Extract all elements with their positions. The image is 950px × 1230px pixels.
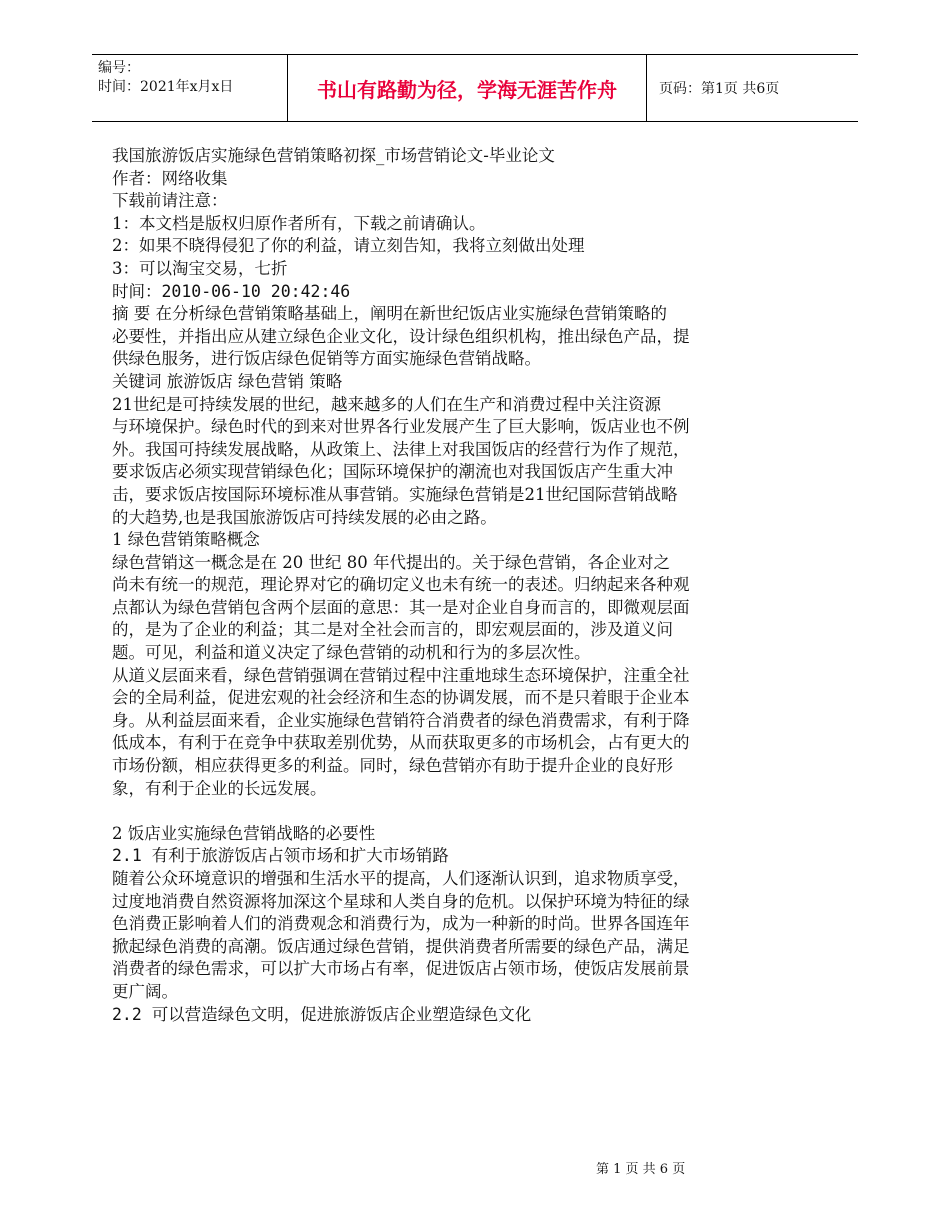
- text-line: [112, 800, 772, 823]
- text-line: 作者：网络收集: [112, 168, 228, 188]
- text-line: 21世纪是可持续发展的世纪，越来越多的人们在生产和消费过程中关注资源: [112, 394, 661, 414]
- page-footer: 第 1 页 共 6 页: [596, 1162, 686, 1177]
- text-line: 题。可见，利益和道义决定了绿色营销的动机和行为的多层次性。: [112, 643, 591, 663]
- header-motto-cell: [287, 55, 647, 121]
- text-line: 掀起绿色消费的高潮。饭店通过绿色营销，提供消费者所需要的绿色产品，满足: [112, 936, 690, 956]
- header-page-info: 页码：第1页 共6页: [659, 81, 780, 97]
- text-line: 过度地消费自然资源将加深这个星球和人类自身的危机。以保护环境为特征的绿: [112, 891, 690, 911]
- text-line: 1：本文档是版权归原作者所有，下载之前请确认。: [112, 213, 486, 233]
- page-header: [92, 54, 858, 122]
- text-line: 身。从利益层面来看，企业实施绿色营销符合消费者的绿色消费需求，有利于降: [112, 710, 690, 730]
- text-line: 外。我国可持续发展战略，从政策上、法律上对我国饭店的经营行为作了规范，: [112, 439, 690, 459]
- text-line: 与环境保护。绿色时代的到来对世界各行业发展产生了巨大影响，饭店业也不例: [112, 417, 690, 437]
- text-line: 我国旅游饭店实施绿色营销策略初探_市场营销论文-毕业论文: [112, 146, 555, 165]
- text-line: 的大趋势,也是我国旅游饭店可持续发展的必由之路。: [112, 507, 497, 527]
- text-line: 关键词 旅游饭店 绿色营销 策略: [112, 371, 343, 391]
- text-line: 色消费正影响着人们的消费观念和消费行为，成为一种新的时尚。世界各国连年: [112, 914, 690, 934]
- text-line: 从道义层面来看，绿色营销强调在营销过程中注重地球生态环境保护，注重全社: [112, 665, 690, 685]
- document-number-label: 编号：: [98, 60, 140, 76]
- text-line: 点都认为绿色营销包含两个层面的意思：其一是对企业自身而言的，即微观层面: [112, 597, 690, 617]
- text-line: 低成本，有利于在竞争中获取差别优势，从而获取更多的市场机会，占有更大的: [112, 733, 690, 753]
- text-line: 随着公众环境意识的增强和生活水平的提高，人们逐渐认识到，追求物质享受，: [112, 869, 690, 888]
- text-line: 击，要求饭店按国际环境标准从事营销。实施绿色营销是21世纪国际营销战略: [112, 484, 678, 504]
- text-line: 2：如果不晓得侵犯了你的利益，请立刻告知，我将立刻做出处理: [112, 236, 585, 256]
- text-line: 2.2 可以营造绿色文明，促进旅游饭店企业塑造绿色文化: [112, 1004, 532, 1024]
- document-time-label: 时间：2021年x月x日: [98, 79, 234, 95]
- text-line: 时间：2010-06-10 20:42:46: [112, 281, 351, 301]
- text-line: 要求饭店必须实现营销绿色化；国际环境保护的潮流也对我国饭店产生重大冲: [112, 462, 673, 482]
- text-line: 下载前请注意：: [112, 191, 228, 211]
- document-body: [112, 145, 772, 1026]
- text-line: 会的全局利益，促进宏观的社会经济和生态的协调发展，而不是只着眼于企业本: [112, 688, 690, 708]
- header-left-cell: [92, 55, 287, 121]
- text-line: 象，有利于企业的长远发展。: [112, 778, 327, 798]
- text-line: 消费者的绿色需求，可以扩大市场占有率，促进饭店占领市场，使饭店发展前景: [112, 959, 690, 979]
- text-line: 摘 要 在分析绿色营销策略基础上，阐明在新世纪饭店业实施绿色营销策略的: [112, 304, 667, 324]
- text-line: 的，是为了企业的利益；其二是对全社会而言的，即宏观层面的，涉及道义问: [112, 620, 673, 640]
- header-motto: 书山有路勤为径，学海无涯苦作舟: [317, 77, 617, 102]
- text-line: 绿色营销这一概念是在 20 世纪 80 年代提出的。关于绿色营销，各企业对之: [112, 552, 670, 572]
- text-line: 必要性，并指出应从建立绿色企业文化，设计绿色组织机构，推出绿色产品，提: [112, 326, 690, 346]
- text-line: 尚未有统一的规范，理论界对它的确切定义也未有统一的表述。归纳起来各种观: [112, 575, 690, 595]
- text-line: 市场份额，相应获得更多的利益。同时，绿色营销亦有助于提升企业的良好形: [112, 756, 673, 776]
- text-line: 更广阔。: [112, 981, 178, 1001]
- text-line: 2.1 有利于旅游饭店占领市场和扩大市场销路: [112, 846, 449, 866]
- text-line: 1 绿色营销策略概念: [112, 530, 260, 550]
- text-line: 2 饭店业实施绿色营销战略的必要性: [112, 823, 376, 843]
- text-line: 3：可以淘宝交易，七折: [112, 258, 288, 278]
- header-page-cell: [647, 55, 858, 121]
- text-line: 供绿色服务，进行饭店绿色促销等方面实施绿色营销战略。: [112, 349, 541, 369]
